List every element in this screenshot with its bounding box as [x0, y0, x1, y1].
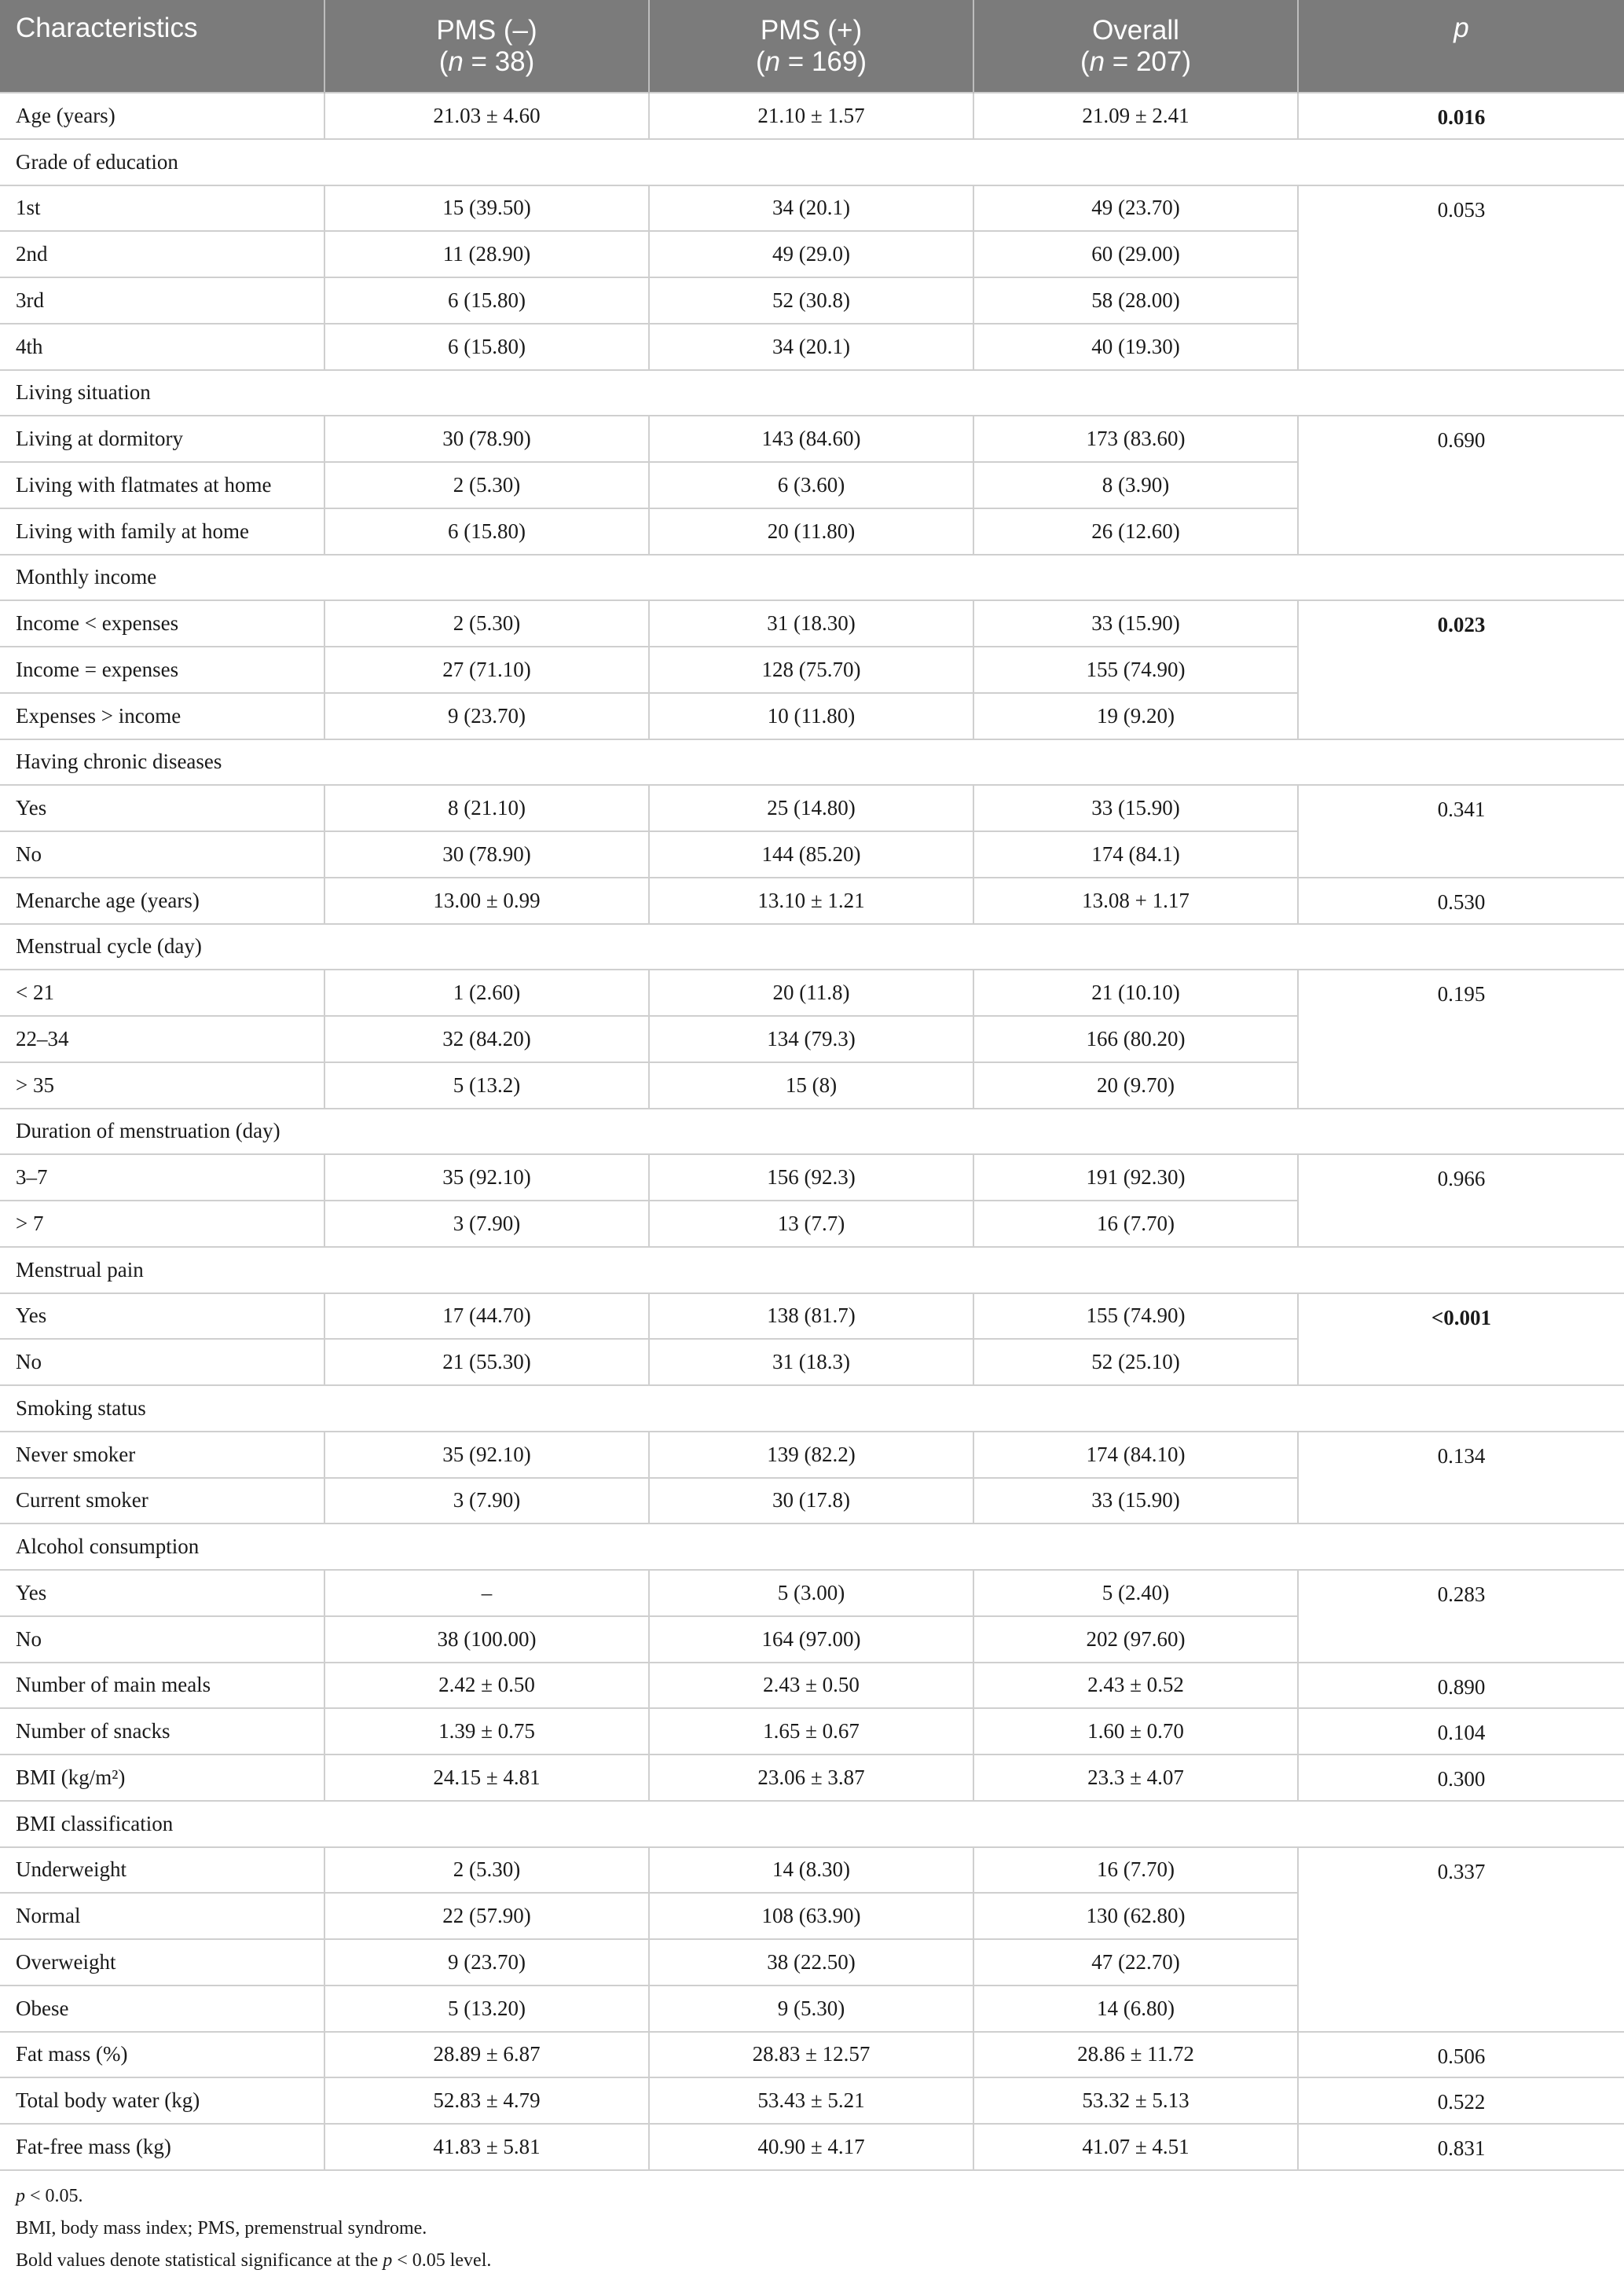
cell-pms-negative: 13.00 ± 0.99: [324, 878, 649, 924]
row-label: Never smoker: [0, 1432, 324, 1478]
cell-overall: 191 (92.30): [973, 1154, 1298, 1201]
cell-pms-negative: 1 (2.60): [324, 970, 649, 1016]
section-label: Monthly income: [0, 555, 1624, 601]
cell-pms-negative: 32 (84.20): [324, 1016, 649, 1062]
cell-pms-positive: 40.90 ± 4.17: [649, 2124, 973, 2170]
header-pms-positive-name: PMS (+): [760, 14, 863, 46]
row-label: 2nd: [0, 231, 324, 277]
header-pms-positive-n: (n = 169): [755, 46, 867, 77]
cell-overall: 173 (83.60): [973, 416, 1298, 462]
cell-pms-positive: 30 (17.8): [649, 1478, 973, 1524]
cell-pms-positive: 52 (30.8): [649, 277, 973, 324]
cell-pms-negative: 9 (23.70): [324, 693, 649, 739]
section-label: Alcohol consumption: [0, 1524, 1624, 1570]
cell-pms-positive: 38 (22.50): [649, 1939, 973, 1986]
table-header: [0, 0, 1624, 93]
cell-pms-positive: 164 (97.00): [649, 1616, 973, 1663]
cell-pms-positive: 139 (82.2): [649, 1432, 973, 1478]
cell-overall: 21 (10.10): [973, 970, 1298, 1016]
cell-pms-negative: 2 (5.30): [324, 1847, 649, 1894]
cell-pms-positive: 1.65 ± 0.67: [649, 1708, 973, 1754]
cell-pms-negative: 6 (15.80): [324, 277, 649, 324]
row-label: Living with family at home: [0, 508, 324, 555]
table-row: [0, 2124, 1624, 2170]
row-label: Expenses > income: [0, 693, 324, 739]
cell-pms-positive: 13.10 ± 1.21: [649, 878, 973, 924]
cell-overall: 166 (80.20): [973, 1016, 1298, 1062]
cell-p-value: 0.690: [1298, 416, 1624, 554]
row-label: < 21: [0, 970, 324, 1016]
cell-overall: 16 (7.70): [973, 1201, 1298, 1247]
row-label: Underweight: [0, 1847, 324, 1894]
row-label: Yes: [0, 1570, 324, 1616]
cell-pms-negative: 8 (21.10): [324, 785, 649, 831]
cell-pms-positive: 128 (75.70): [649, 647, 973, 693]
cell-overall: 58 (28.00): [973, 277, 1298, 324]
row-label: Living at dormitory: [0, 416, 324, 462]
cell-pms-negative: 27 (71.10): [324, 647, 649, 693]
section-header-row: [0, 555, 1624, 601]
section-header-row: [0, 139, 1624, 185]
cell-overall: 49 (23.70): [973, 185, 1298, 232]
cell-pms-negative: 3 (7.90): [324, 1478, 649, 1524]
cell-p-value: 0.104: [1298, 1708, 1624, 1754]
cell-pms-negative: 30 (78.90): [324, 416, 649, 462]
cell-pms-positive: 34 (20.1): [649, 324, 973, 370]
cell-pms-negative: 1.39 ± 0.75: [324, 1708, 649, 1754]
row-label: No: [0, 1339, 324, 1385]
row-label: Menarche age (years): [0, 878, 324, 924]
cell-overall: 155 (74.90): [973, 1293, 1298, 1340]
cell-pms-positive: 108 (63.90): [649, 1893, 973, 1939]
cell-p-value: 0.966: [1298, 1154, 1624, 1247]
cell-pms-positive: 6 (3.60): [649, 462, 973, 508]
row-label: Normal: [0, 1893, 324, 1939]
header-pms-positive: [649, 0, 973, 93]
cell-pms-negative: 21 (55.30): [324, 1339, 649, 1385]
header-overall-n: (n = 207): [1080, 46, 1192, 77]
header-characteristics: Characteristics: [0, 0, 324, 93]
cell-pms-negative: 15 (39.50): [324, 185, 649, 232]
row-label: 4th: [0, 324, 324, 370]
cell-overall: 21.09 ± 2.41: [973, 93, 1298, 139]
header-pms-negative-name: PMS (–): [436, 14, 537, 46]
table-row: [0, 600, 1624, 647]
cell-pms-negative: 6 (15.80): [324, 508, 649, 555]
row-label: Yes: [0, 1293, 324, 1340]
table-footnotes: [0, 2171, 1624, 2277]
cell-p-value: 0.530: [1298, 878, 1624, 924]
row-label: 22–34: [0, 1016, 324, 1062]
cell-pms-negative: 5 (13.2): [324, 1062, 649, 1109]
footnote-significance: p < 0.05.: [16, 2185, 83, 2206]
cell-overall: 47 (22.70): [973, 1939, 1298, 1986]
cell-overall: 174 (84.1): [973, 831, 1298, 878]
cell-p-value: 0.195: [1298, 970, 1624, 1108]
cell-pms-negative: 22 (57.90): [324, 1893, 649, 1939]
cell-pms-positive: 49 (29.0): [649, 231, 973, 277]
row-label: No: [0, 1616, 324, 1663]
footnote-bold-values: Bold values denote statistical significance at the p < 0.05 level.: [16, 2250, 492, 2271]
cell-p-value: 0.053: [1298, 185, 1624, 370]
table-row: [0, 416, 1624, 462]
cell-overall: 130 (62.80): [973, 1893, 1298, 1939]
section-label: Having chronic diseases: [0, 739, 1624, 786]
section-label: Menstrual pain: [0, 1247, 1624, 1293]
cell-overall: 28.86 ± 11.72: [973, 2032, 1298, 2078]
table-row: [0, 1293, 1624, 1340]
cell-pms-positive: 34 (20.1): [649, 185, 973, 232]
cell-p-value: 0.522: [1298, 2077, 1624, 2124]
cell-pms-negative: 41.83 ± 5.81: [324, 2124, 649, 2170]
cell-pms-positive: 14 (8.30): [649, 1847, 973, 1894]
cell-overall: 20 (9.70): [973, 1062, 1298, 1109]
cell-pms-positive: 134 (79.3): [649, 1016, 973, 1062]
cell-pms-positive: 156 (92.3): [649, 1154, 973, 1201]
header-overall-name: Overall: [1092, 14, 1179, 46]
row-label: > 7: [0, 1201, 324, 1247]
cell-p-value: 0.890: [1298, 1663, 1624, 1709]
cell-overall: 52 (25.10): [973, 1339, 1298, 1385]
cell-pms-negative: 17 (44.70): [324, 1293, 649, 1340]
cell-pms-positive: 31 (18.3): [649, 1339, 973, 1385]
section-header-row: [0, 370, 1624, 416]
cell-overall: 41.07 ± 4.51: [973, 2124, 1298, 2170]
cell-overall: 19 (9.20): [973, 693, 1298, 739]
table-row: [0, 878, 1624, 924]
cell-overall: 16 (7.70): [973, 1847, 1298, 1894]
row-label: > 35: [0, 1062, 324, 1109]
cell-pms-positive: 10 (11.80): [649, 693, 973, 739]
row-label: Current smoker: [0, 1478, 324, 1524]
table-row: [0, 1570, 1624, 1616]
footnote-abbreviations: BMI, body mass index; PMS, premenstrual syndrome.: [16, 2217, 427, 2238]
cell-pms-positive: 15 (8): [649, 1062, 973, 1109]
header-pms-negative: [324, 0, 649, 93]
cell-pms-negative: 9 (23.70): [324, 1939, 649, 1986]
section-header-row: [0, 1247, 1624, 1293]
cell-overall: 33 (15.90): [973, 600, 1298, 647]
row-label: 3–7: [0, 1154, 324, 1201]
row-label: Number of snacks: [0, 1708, 324, 1754]
cell-pms-positive: 143 (84.60): [649, 416, 973, 462]
section-header-row: [0, 739, 1624, 786]
cell-pms-negative: 24.15 ± 4.81: [324, 1754, 649, 1801]
cell-pms-negative: 28.89 ± 6.87: [324, 2032, 649, 2078]
row-label: Age (years): [0, 93, 324, 139]
table-row: [0, 785, 1624, 831]
cell-pms-positive: 5 (3.00): [649, 1570, 973, 1616]
row-label: Income = expenses: [0, 647, 324, 693]
row-label: Fat mass (%): [0, 2032, 324, 2078]
cell-pms-positive: 31 (18.30): [649, 600, 973, 647]
row-label: Total body water (kg): [0, 2077, 324, 2124]
row-label: 1st: [0, 185, 324, 232]
cell-pms-positive: 138 (81.7): [649, 1293, 973, 1340]
table-row: [0, 1847, 1624, 1894]
cell-overall: 53.32 ± 5.13: [973, 2077, 1298, 2124]
cell-p-value: 0.506: [1298, 2032, 1624, 2078]
cell-pms-positive: 25 (14.80): [649, 785, 973, 831]
header-pms-negative-n: (n = 38): [438, 46, 535, 77]
cell-pms-negative: 6 (15.80): [324, 324, 649, 370]
cell-overall: 14 (6.80): [973, 1986, 1298, 2032]
row-label: Number of main meals: [0, 1663, 324, 1709]
cell-pms-positive: 20 (11.80): [649, 508, 973, 555]
cell-pms-negative: 30 (78.90): [324, 831, 649, 878]
table-row: [0, 1154, 1624, 1201]
row-label: Fat-free mass (kg): [0, 2124, 324, 2170]
cell-overall: 2.43 ± 0.52: [973, 1663, 1298, 1709]
section-label: Living situation: [0, 370, 1624, 416]
table-row: [0, 2077, 1624, 2124]
cell-pms-negative: 21.03 ± 4.60: [324, 93, 649, 139]
table-row: [0, 1754, 1624, 1801]
section-header-row: [0, 924, 1624, 970]
header-overall: [973, 0, 1298, 93]
table-row: [0, 185, 1624, 232]
cell-pms-positive: 144 (85.20): [649, 831, 973, 878]
cell-pms-negative: 2.42 ± 0.50: [324, 1663, 649, 1709]
row-label: 3rd: [0, 277, 324, 324]
section-header-row: [0, 1524, 1624, 1570]
cell-p-value: 0.337: [1298, 1847, 1624, 2032]
section-label: Duration of menstruation (day): [0, 1109, 1624, 1155]
cell-overall: 40 (19.30): [973, 324, 1298, 370]
cell-pms-positive: 28.83 ± 12.57: [649, 2032, 973, 2078]
cell-pms-positive: 9 (5.30): [649, 1986, 973, 2032]
section-header-row: [0, 1385, 1624, 1432]
cell-pms-negative: 35 (92.10): [324, 1432, 649, 1478]
table-row: [0, 1708, 1624, 1754]
cell-overall: 33 (15.90): [973, 785, 1298, 831]
cell-p-value: 0.023: [1298, 600, 1624, 739]
table-row: [0, 970, 1624, 1016]
section-label: BMI classification: [0, 1801, 1624, 1847]
table-row: [0, 93, 1624, 139]
section-label: Menstrual cycle (day): [0, 924, 1624, 970]
cell-overall: 8 (3.90): [973, 462, 1298, 508]
row-label: Living with flatmates at home: [0, 462, 324, 508]
table-row: [0, 1663, 1624, 1709]
row-label: Income < expenses: [0, 600, 324, 647]
cell-pms-negative: 52.83 ± 4.79: [324, 2077, 649, 2124]
row-label: Yes: [0, 785, 324, 831]
row-label: No: [0, 831, 324, 878]
cell-pms-positive: 23.06 ± 3.87: [649, 1754, 973, 1801]
table-row: [0, 1432, 1624, 1478]
cell-overall: 1.60 ± 0.70: [973, 1708, 1298, 1754]
cell-overall: 23.3 ± 4.07: [973, 1754, 1298, 1801]
cell-overall: 202 (97.60): [973, 1616, 1298, 1663]
cell-overall: 26 (12.60): [973, 508, 1298, 555]
section-header-row: [0, 1109, 1624, 1155]
cell-pms-negative: 5 (13.20): [324, 1986, 649, 2032]
table-row: [0, 2032, 1624, 2078]
cell-p-value: 0.831: [1298, 2124, 1624, 2170]
cell-pms-negative: 2 (5.30): [324, 462, 649, 508]
section-header-row: [0, 1801, 1624, 1847]
cell-p-value: <0.001: [1298, 1293, 1624, 1386]
cell-pms-positive: 13 (7.7): [649, 1201, 973, 1247]
cell-pms-negative: 35 (92.10): [324, 1154, 649, 1201]
row-label: BMI (kg/m²): [0, 1754, 324, 1801]
cell-p-value: 0.283: [1298, 1570, 1624, 1663]
cell-pms-positive: 20 (11.8): [649, 970, 973, 1016]
cell-overall: 60 (29.00): [973, 231, 1298, 277]
row-label: Overweight: [0, 1939, 324, 1986]
cell-p-value: 0.341: [1298, 785, 1624, 878]
cell-pms-negative: –: [324, 1570, 649, 1616]
section-label: Grade of education: [0, 139, 1624, 185]
cell-p-value: 0.134: [1298, 1432, 1624, 1524]
cell-pms-positive: 21.10 ± 1.57: [649, 93, 973, 139]
cell-pms-negative: 11 (28.90): [324, 231, 649, 277]
table-body: [0, 93, 1624, 2170]
row-label: Obese: [0, 1986, 324, 2032]
cell-overall: 33 (15.90): [973, 1478, 1298, 1524]
cell-pms-negative: 2 (5.30): [324, 600, 649, 647]
cell-pms-negative: 3 (7.90): [324, 1201, 649, 1247]
cell-overall: 155 (74.90): [973, 647, 1298, 693]
cell-pms-negative: 38 (100.00): [324, 1616, 649, 1663]
cell-p-value: 0.300: [1298, 1754, 1624, 1801]
cell-pms-positive: 53.43 ± 5.21: [649, 2077, 973, 2124]
header-p-value: p: [1298, 0, 1624, 93]
cell-pms-positive: 2.43 ± 0.50: [649, 1663, 973, 1709]
cell-p-value: 0.016: [1298, 93, 1624, 139]
section-label: Smoking status: [0, 1385, 1624, 1432]
cell-overall: 13.08 + 1.17: [973, 878, 1298, 924]
cell-overall: 174 (84.10): [973, 1432, 1298, 1478]
cell-overall: 5 (2.40): [973, 1570, 1298, 1616]
